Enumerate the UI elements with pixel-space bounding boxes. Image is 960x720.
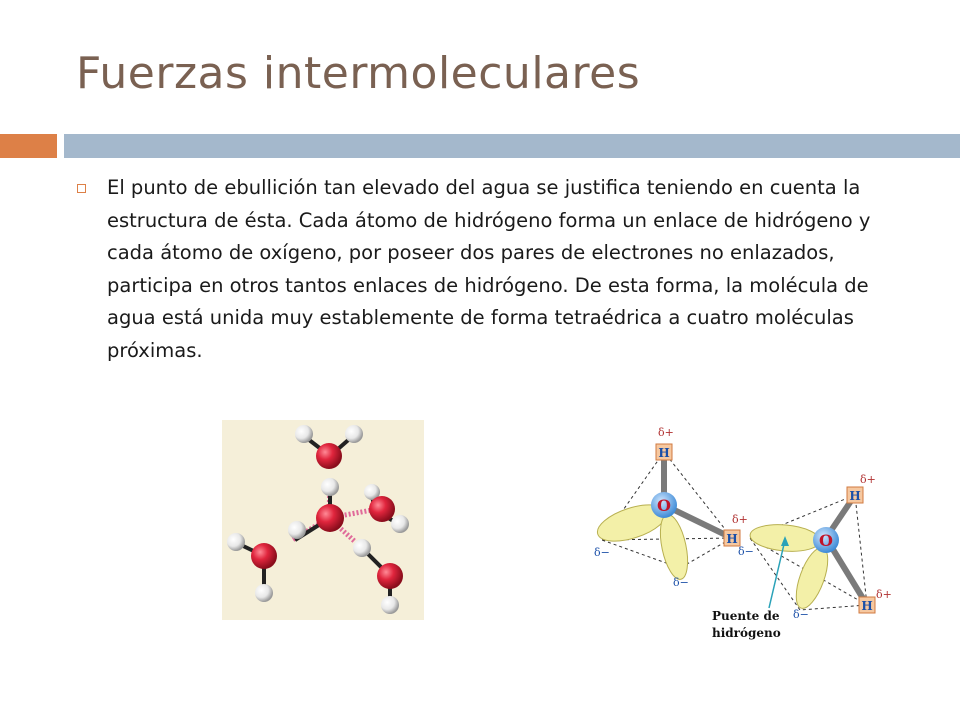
delta-plus-label-2: δ+ — [732, 513, 748, 526]
bridge-label-line-1: Puente de — [712, 609, 780, 623]
bullet-text: El punto de ebullición tan elevado del agua se justifica teniendo en cuenta la estructura de ésta. Cada átomo de hidrógeno forma un enlace de hidrógeno y cada átomo de oxígeno, por poseer dos pares de electrones no enlazados, participa en otros tantos enlaces de hidrógeno. De esta forma, la molécula de agua está unida muy establemente de forma tetraédrica a cuatro moléculas próximas. — [107, 176, 871, 362]
hydrogen-label-4: H — [861, 599, 873, 613]
hydrogen-label-3: H — [849, 489, 861, 503]
delta-plus-label-3: δ+ — [860, 473, 876, 486]
header-accent-bar-orange — [0, 134, 57, 158]
hydrogen-label-2: H — [726, 532, 738, 546]
delta-minus-label-2: δ− — [673, 576, 689, 589]
delta-plus-label-4: δ+ — [876, 588, 892, 601]
delta-plus-label-1: δ+ — [658, 426, 674, 439]
delta-minus-label-4: δ− — [793, 608, 809, 621]
water-cluster-figure — [222, 420, 424, 620]
delta-minus-label-1: δ− — [594, 546, 610, 559]
oxygen-label-2: O — [819, 531, 833, 550]
header-accent-bar-blue — [64, 134, 960, 158]
hydrogen-bond-diagram — [590, 420, 910, 650]
bridge-label-line-2: hidrógeno — [712, 626, 781, 640]
hydrogen-label-1: H — [658, 446, 670, 460]
slide-title: Fuerzas intermoleculares — [76, 48, 641, 99]
lone-pair-lobes — [593, 498, 834, 613]
delta-minus-label-3: δ− — [738, 545, 754, 558]
oxygen-label-1: O — [657, 496, 671, 515]
bullet-square-icon — [77, 184, 86, 193]
